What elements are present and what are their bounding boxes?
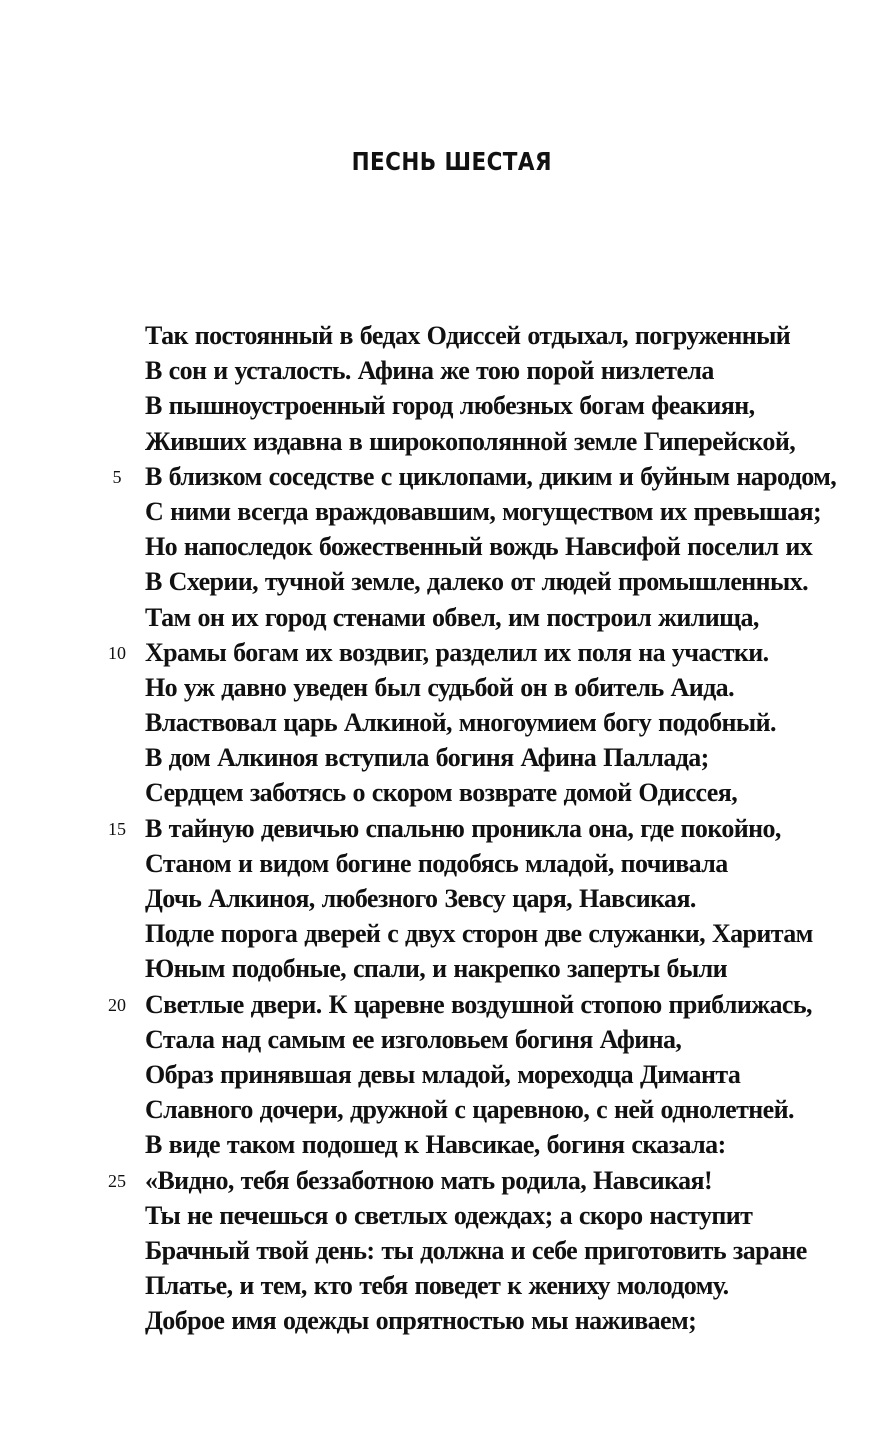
verse-line [0, 1233, 896, 1268]
verse-line [0, 459, 896, 494]
verse-text: Светлые двери. К царевне воздушной стопою приближась, [145, 989, 812, 1019]
verse-text: В пышноустроенный город любезных богам феакиян, [145, 391, 755, 421]
verse-line [0, 424, 896, 459]
verse-line [0, 1092, 896, 1127]
verse-text: Храмы богам их воздвиг, разделил их поля на участки. [145, 637, 769, 667]
verse-text: Ты не печешься о светлых одеждах; а скоро наступит [145, 1200, 753, 1230]
verse-text: Славного дочери, дружной с царевною, с ней однолетней. [145, 1095, 794, 1125]
verse-text: Сердцем заботясь о скором возврате домой Одиссея, [145, 778, 738, 808]
verse-line [0, 881, 896, 916]
verse-text: Живших издавна в широкополянной земле Гиперейской, [145, 426, 796, 456]
verse-text: Стала над самым ее изголовьем богиня Афина, [145, 1024, 682, 1054]
verse-line [0, 1057, 896, 1092]
verse-line [0, 987, 896, 1022]
line-number: 15 [108, 818, 126, 839]
verse-line [0, 494, 896, 529]
verse-line [0, 1268, 896, 1303]
verse-text: Там он их город стенами обвел, им построил жилища, [145, 602, 759, 632]
verse-line [0, 529, 896, 564]
verse-line [0, 1127, 896, 1162]
verse-text: Брачный твой день: ты должна и себе приготовить заране [145, 1235, 807, 1265]
line-number: 25 [108, 1170, 126, 1191]
verse-block [0, 318, 896, 1338]
verse-text: В виде таком подошед к Навсикае, богиня сказала: [145, 1130, 726, 1160]
verse-text: Юным подобные, спали, и накрепко заперты были [145, 954, 728, 984]
verse-text: В близком соседстве с циклопами, диким и буйным народом, [145, 461, 837, 491]
verse-text: В тайную девичью спальню проникла она, где покойно, [145, 813, 781, 843]
verse-line [0, 600, 896, 635]
verse-line [0, 318, 896, 353]
verse-text: В дом Алкиноя вступила богиня Афина Паллада; [145, 743, 709, 773]
verse-line [0, 705, 896, 740]
verse-line [0, 1163, 896, 1198]
verse-line [0, 353, 896, 388]
verse-text: Доброе имя одежды опрятностью мы наживаем; [145, 1306, 697, 1336]
verse-line [0, 846, 896, 881]
verse-line [0, 951, 896, 986]
verse-text: Образ принявшая девы младой, мореходца Диманта [145, 1059, 741, 1089]
verse-text: С ними всегда враждовавшим, могуществом их превышая; [145, 496, 822, 526]
line-number: 5 [112, 466, 122, 487]
verse-line [0, 564, 896, 599]
verse-text: Платье, и тем, кто тебя поведет к жениху молодому. [145, 1271, 729, 1301]
verse-line [0, 635, 896, 670]
verse-text: В Схерии, тучной земле, далеко от людей промышленных. [145, 567, 809, 597]
verse-text: Но напоследок божественный вождь Навсифой поселил их [145, 532, 813, 562]
verse-line [0, 916, 896, 951]
verse-line [0, 1303, 896, 1338]
verse-line [0, 740, 896, 775]
verse-text: Подле порога дверей с двух сторон две служанки, Харитам [145, 919, 813, 949]
verse-text: Но уж давно уведен был судьбой он в обитель Аида. [145, 672, 734, 702]
verse-text: «Видно, тебя беззаботною мать родила, Навсикая! [145, 1165, 713, 1195]
verse-text: Так постоянный в бедах Одиссей отдыхал, погруженный [145, 321, 791, 350]
verse-text: Дочь Алкиноя, любезного Зевсу царя, Навсикая. [145, 884, 696, 913]
chapter-title: ПЕСНЬ ШЕСТАЯ [351, 147, 552, 176]
verse-line [0, 811, 896, 846]
line-number: 20 [108, 994, 126, 1015]
verse-line [0, 1022, 896, 1057]
line-number: 10 [108, 642, 126, 663]
verse-text: Станом и видом богине подобясь младой, почивала [145, 848, 728, 878]
verse-line [0, 388, 896, 423]
verse-line [0, 775, 896, 810]
verse-text: В сон и усталость. Афина же тою порой низлетела [145, 356, 714, 386]
verse-line [0, 1198, 896, 1233]
verse-line [0, 670, 896, 705]
verse-text: Властвовал царь Алкиной, многоумием богу подобный. [145, 708, 776, 738]
